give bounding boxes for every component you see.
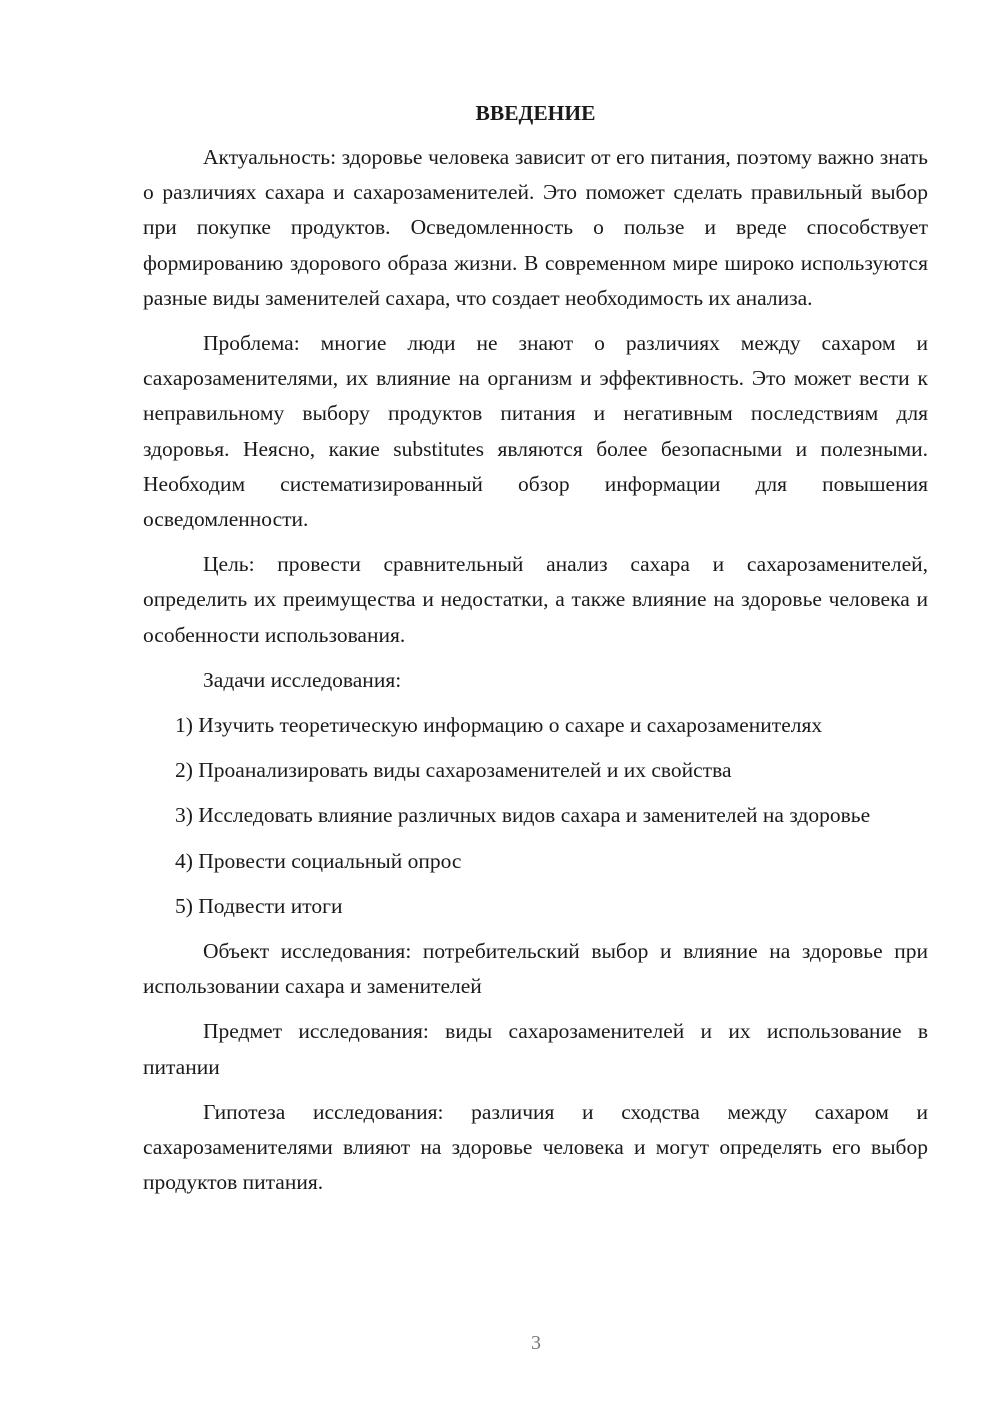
task-item-3: 3) Исследовать влияние различных видов сахара и заменителей на здоровье [175,803,871,828]
object-paragraph: Объект исследования: потребительский выбор и влияние на здоровье при использовании сахара и заменителей [143,939,928,999]
document-page [143,96,928,1210]
page-title: ВВЕДЕНИЕ [475,101,596,125]
subject-paragraph: Предмет исследования: виды сахарозаменителей и их использование в питании [143,1019,928,1079]
task-item-5: 5) Подвести итоги [175,893,343,918]
goal-paragraph: Цель: провести сравнительный анализ сахара и сахарозаменителей, определить их преимущества и недостатки, а также влияние на здоровье человека и особенности использования. [143,552,928,647]
task-item-4: 4) Провести социальный опрос [175,848,462,873]
tasks-heading: Задачи исследования: [203,667,402,692]
relevance-paragraph: Актуальность: здоровье человека зависит от его питания, поэтому важно знать о различиях сахара и сахарозаменителей. Это поможет сделать правильный выбор при покупке продуктов. Осведомленность о пользе и вреде способствует формированию здорового образа жизни. В современном мире широко используются разные виды заменителей сахара, что создает необходимость их анализа. [143,145,928,310]
hypothesis-paragraph: Гипотеза исследования: различия и сходства между сахаром и сахарозаменителями влияют на здоровье человека и могут определять его выбор продуктов питания. [143,1099,928,1195]
task-item-1: 1) Изучить теоретическую информацию о сахаре и сахарозаменителях [175,713,823,738]
page-number: 3 [531,1332,541,1354]
task-item-2: 2) Проанализировать виды сахарозаменителей и их свойства [175,758,732,783]
problem-paragraph: Проблема: многие люди не знают о различиях между сахаром и сахарозаменителями, их влияние на организм и эффективность. Это может вести к неправильному выбору продуктов питания и негативным последствиям для здоровья. Неясно, какие substitutes являются более безопасными и полезными. Необходим систематизированный обзор информации для повышения осведомленности. [143,331,928,532]
